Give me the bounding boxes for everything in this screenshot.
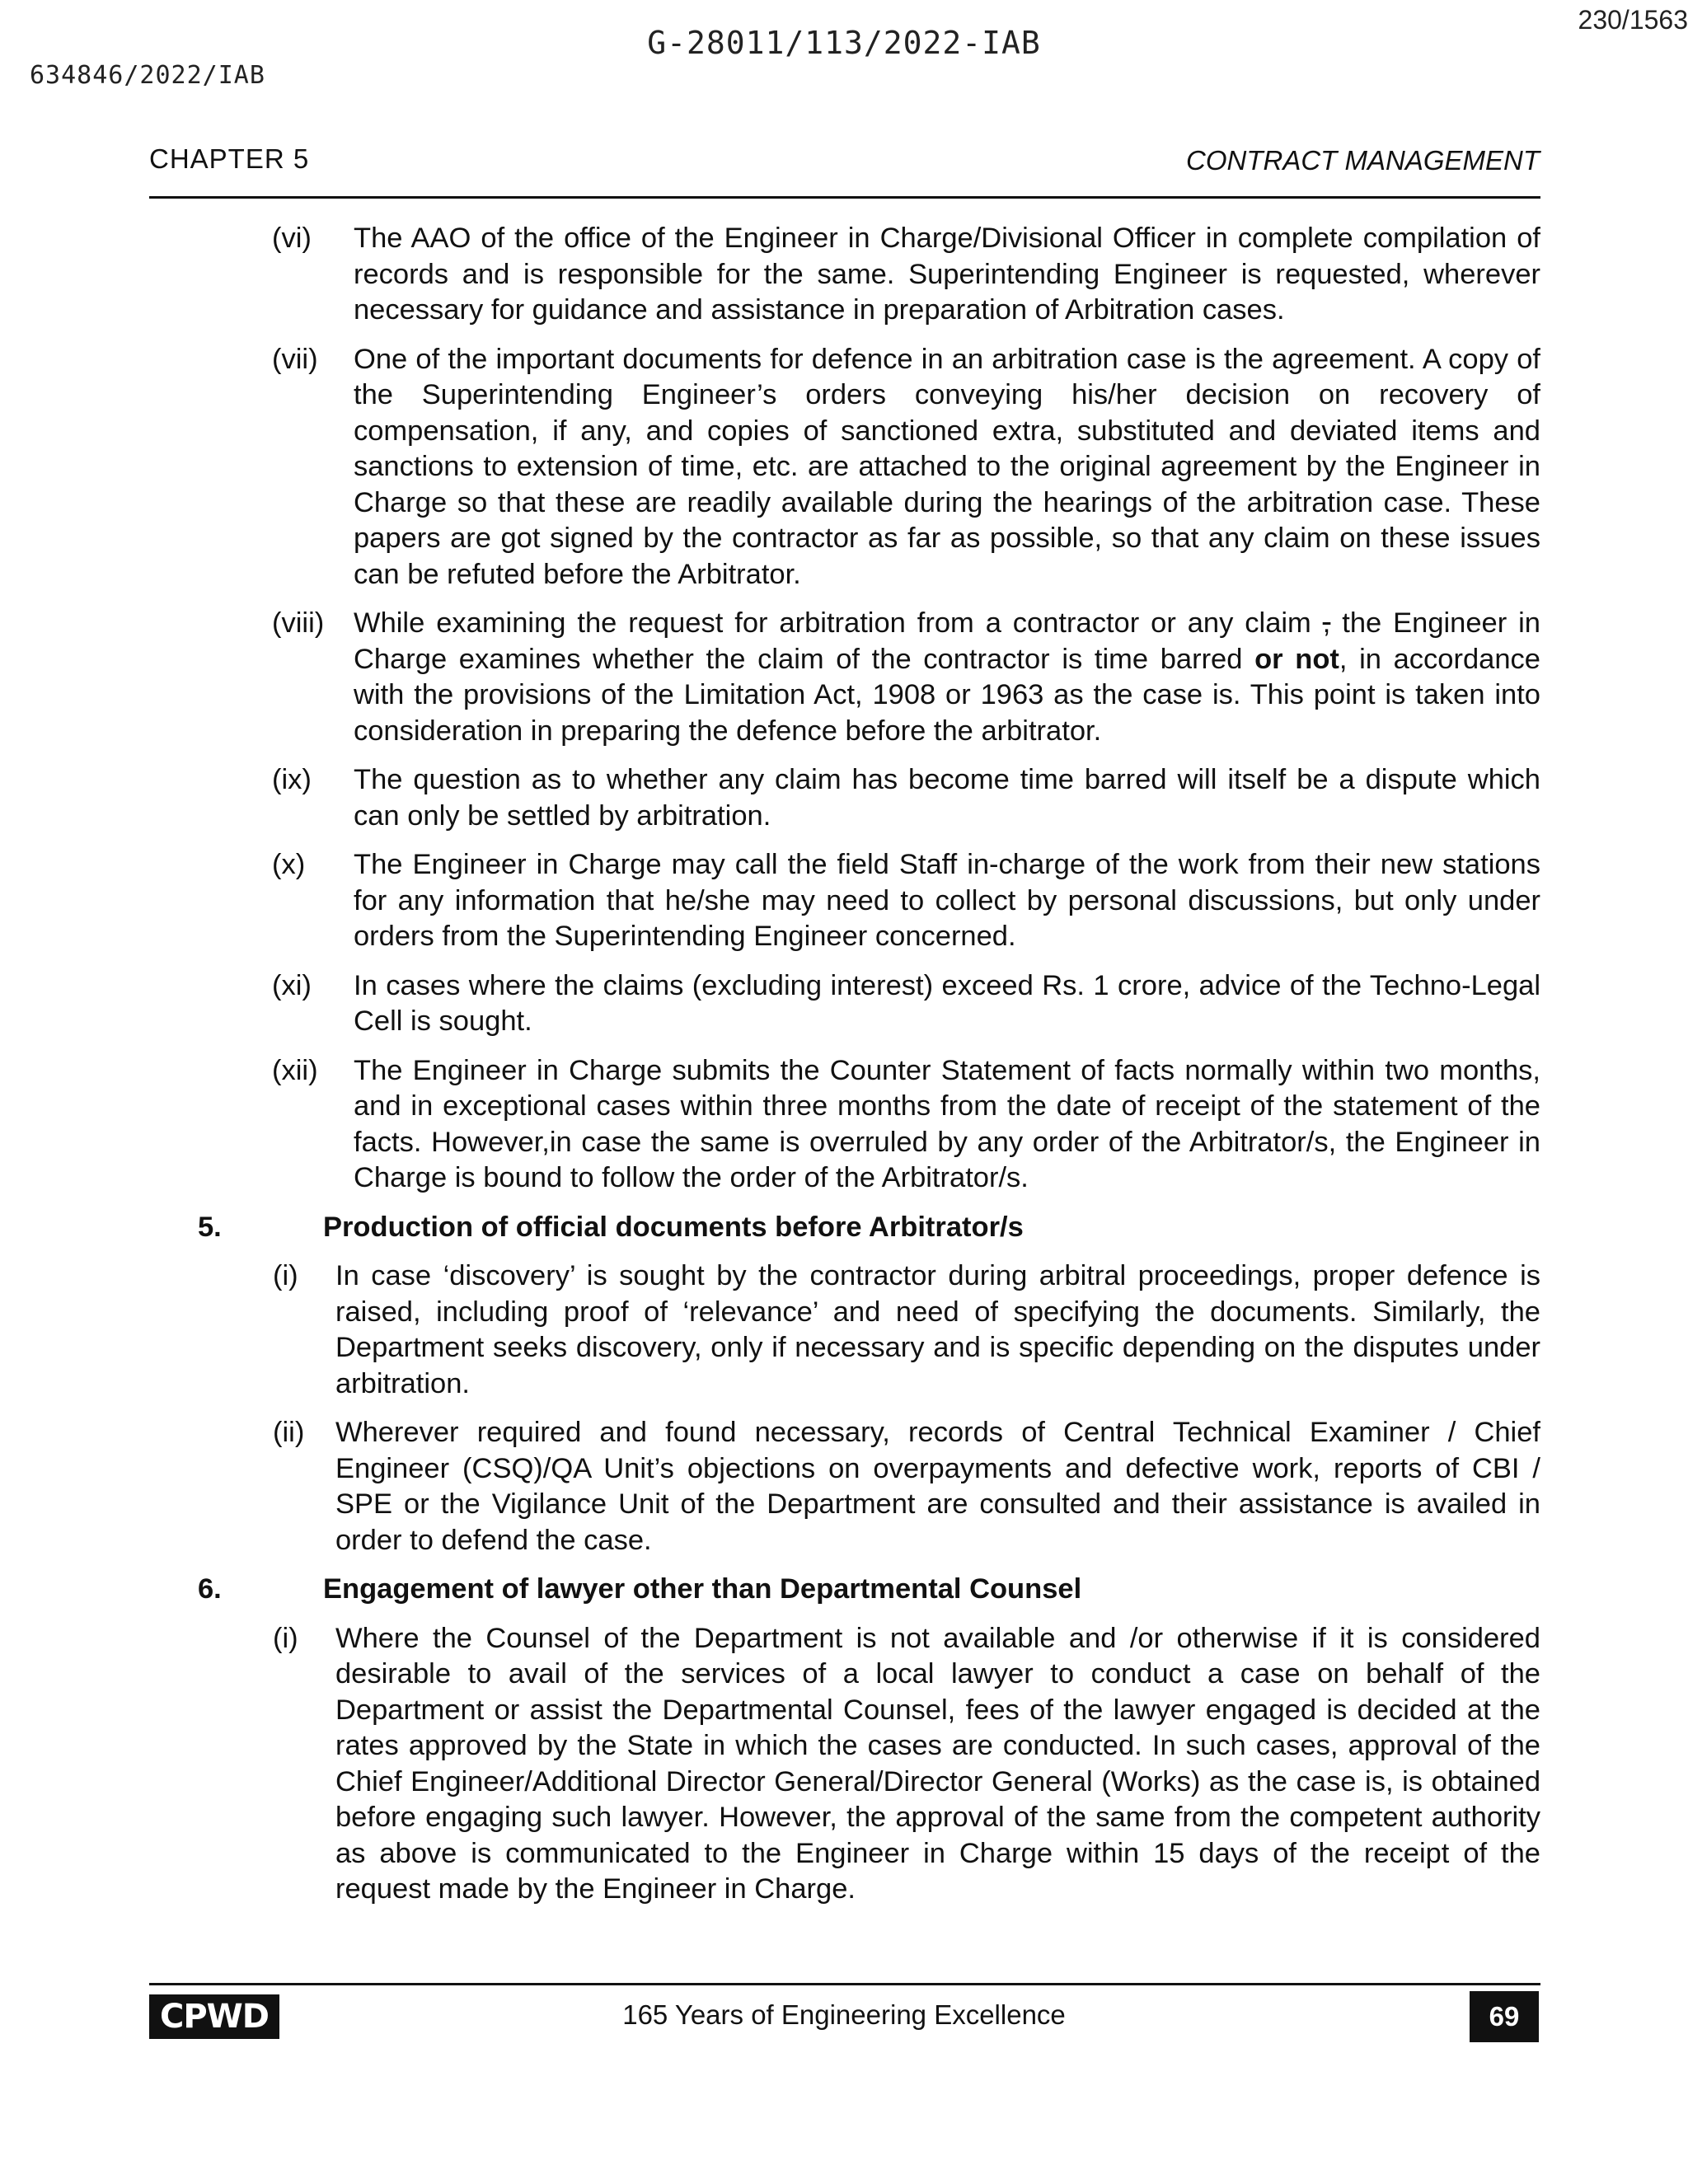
clause-list <box>149 221 1540 1197</box>
item-text: Wherever required and found necessary, records of Central Technical Examiner / Chief Engineer (CSQ)/QA Unit’s objections on overpayments and defective work, reports of CBI / SPE or the Vigilance Unit of the Department are consulted and their assistance is availed in order to defend the case. <box>335 1417 1540 1556</box>
list-item <box>149 847 1540 955</box>
item-text: One of the important documents for defence in an arbitration case is the agreement. A copy of the Superintending Engineer’s orders conveying his/her decision on recovery of compensation, if any, and copies of sanctioned extra, substituted and deviated items and sanctions to extension of time, etc. are attached to the original agreement by the Engineer in Charge so that these are readily available during the hearings of the arbitration case. These papers are got signed by the contractor as far as possible, so that any claim on these issues can be refuted before the Arbitrator. <box>354 343 1540 590</box>
bold-text: or not <box>1254 643 1339 675</box>
cpwd-logo: CPWD <box>149 1994 279 2039</box>
item-number: (vii) <box>272 343 318 375</box>
item-number: (vi) <box>272 223 312 254</box>
list-item <box>149 762 1540 834</box>
clause-list <box>149 1258 1540 1558</box>
section-heading <box>149 1572 1540 1608</box>
item-text: The AAO of the office of the Engineer in Charge/Divisional Officer in complete compilation of records and is responsible for the same. Superintending Engineer is requested, wherever necessary for guidance and assistance in preparation of Arbitration cases. <box>354 223 1540 326</box>
struck-comma: , <box>1322 607 1331 639</box>
header-divider <box>149 196 1540 199</box>
item-text: In case ‘discovery’ is sought by the contractor during arbitral proceedings, proper defence is raised, including proof of ‘relevance’ and need of specifying the documents. Similarly, the Department seeks discovery, only if necessary and is specific depending on the disputes under arbitration. <box>335 1260 1540 1399</box>
receipt-number-stamp: 634846/2022/IAB <box>30 61 265 90</box>
item-text: Where the Counsel of the Department is not available and /or otherwise if it is considered desirable to avail of the services of a local lawyer to conduct a case on behalf of the Department or assist the Departmental Counsel, fees of the lawyer engaged is decided at the rates approved by the State in which the cases are conducted. In such cases, approval of the Chief Engineer/Additional Director General/Director General (Works) as the case is, is obtained before engaging such lawyer. However, the approval of the same from the competent authority as above is communicated to the Engineer in Charge within 15 days of the receipt of the request made by the Engineer in Charge. <box>335 1622 1540 1905</box>
section-number: 5. <box>198 1211 222 1243</box>
page-counter-stamp: 230/1563 <box>1578 5 1688 35</box>
section-heading-text: Production of official documents before Arbitrator/s <box>323 1211 1024 1243</box>
item-text: In cases where the claims (excluding interest) exceed Rs. 1 crore, advice of the Techno-Legal Cell is sought. <box>354 969 1540 1037</box>
item-number: (x) <box>272 849 306 880</box>
list-item <box>149 1415 1540 1558</box>
page-number-badge: 69 <box>1470 1991 1539 2042</box>
chapter-label: CHAPTER 5 <box>149 143 310 174</box>
item-number: (i) <box>273 1260 298 1291</box>
footer-divider <box>149 1983 1540 1985</box>
item-text <box>354 606 1540 749</box>
section-number: 6. <box>198 1573 222 1605</box>
list-item <box>149 1053 1540 1197</box>
footer-tagline: 165 Years of Engineering Excellence <box>622 1999 1066 2030</box>
section-title: CONTRACT MANAGEMENT <box>1186 145 1540 176</box>
section-heading-text: Engagement of lawyer other than Departmental Counsel <box>323 1573 1082 1605</box>
document-body <box>149 221 1540 1921</box>
list-item <box>149 342 1540 593</box>
text-run: , in accordance with the provisions of the Limitation Act, 1908 or 1963 as the case is. This point is taken into consideration in preparing the defence before the arbitrator. <box>354 643 1540 747</box>
list-item <box>149 1258 1540 1402</box>
text-run: the Engineer in Charge examines whether the claim of the contractor is time barred <box>354 607 1540 675</box>
list-item <box>149 968 1540 1040</box>
list-item <box>149 221 1540 329</box>
item-number: (viii) <box>272 607 325 639</box>
clause-list <box>149 1621 1540 1908</box>
text-run: While examining the request for arbitration from a contractor or any claim <box>354 607 1323 639</box>
list-item <box>149 1621 1540 1908</box>
item-number: (i) <box>273 1622 298 1654</box>
item-number: (ix) <box>272 764 312 795</box>
item-text: The Engineer in Charge submits the Counter Statement of facts normally within two months, and in exceptional cases within three months from the date of receipt of the statement of the facts. However,in case the same is overruled by any order of the Arbitrator/s, the Engineer in Charge is bound to follow the order of the Arbitrator/s. <box>354 1054 1540 1193</box>
section-heading <box>149 1210 1540 1246</box>
item-number: (xi) <box>272 969 312 1001</box>
file-number-stamp: G-28011/113/2022-IAB <box>647 25 1041 61</box>
list-item <box>149 606 1540 749</box>
item-text: The question as to whether any claim has become time barred will itself be a dispute which can only be settled by arbitration. <box>354 764 1540 832</box>
item-number: (ii) <box>273 1417 305 1448</box>
item-number: (xii) <box>272 1054 318 1086</box>
item-text: The Engineer in Charge may call the field Staff in-charge of the work from their new stations for any information that he/she may need to collect by personal discussions, but only under orders from the Superintending Engineer concerned. <box>354 849 1540 952</box>
